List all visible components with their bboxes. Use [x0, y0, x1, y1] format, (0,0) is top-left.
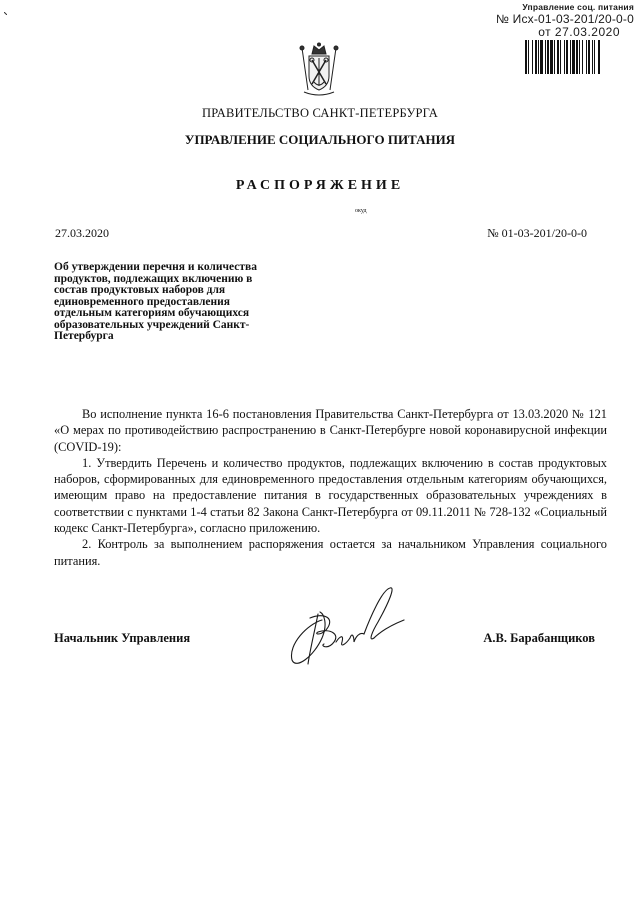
government-title: ПРАВИТЕЛЬСТВО САНКТ-ПЕТЕРБУРГА — [202, 106, 438, 120]
barcode-bar — [554, 40, 555, 74]
barcode-bar — [598, 40, 600, 74]
document-number: № 01-03-201/20-0-0 — [487, 226, 587, 240]
spb-coat-of-arms-icon — [294, 42, 344, 98]
barcode-bar — [550, 40, 553, 74]
barcode-bar — [566, 40, 568, 74]
barcode-bar — [588, 40, 590, 74]
registration-stamp — [478, 2, 634, 38]
barcode-bar — [535, 40, 537, 74]
barcode-bar — [564, 40, 565, 74]
body-paragraph-2: 1. Утвердить Перечень и количество продуктов, подлежащих включению в состав продуктовых наборов, сформированных для единовременного предоставления отдельным категориям обучающихся, имеющим право на предоставление питания в государственных образовательных учреждениях в соответствии с пунктами 1-4 статьи 82 Закона Санкт-Петербурга от 09.11.2011 № 728-132 «Социальный кодекс Санкт-Петербурга», согласно приложению. — [54, 455, 607, 536]
document-date: 27.03.2020 — [55, 226, 109, 240]
barcode-bar — [572, 40, 575, 74]
stamp-outgoing-number: № Исх-01-03-201/20-0-0 — [496, 12, 634, 26]
body-paragraph-3: 2. Контроль за выполнением распоряжения остается за начальником Управления социального питания. — [54, 537, 607, 568]
barcode-bar — [570, 40, 571, 74]
handwritten-signature-icon — [278, 584, 408, 670]
stamp-date: от 27.03.2020 — [538, 25, 620, 39]
barcode-bar — [586, 40, 587, 74]
barcode-bar — [525, 40, 527, 74]
barcode-bar — [592, 40, 593, 74]
barcode-bar — [547, 40, 549, 74]
signer-name: А.В. Барабанщиков — [483, 631, 595, 645]
barcode-bar — [532, 40, 533, 74]
barcode-bar — [540, 40, 543, 74]
barcode-bar — [560, 40, 561, 74]
body-paragraph-1: Во исполнение пункта 16-6 постановления Правительства Санкт-Петербурга от 13.03.2020 № 121 «О мерах по противодействию распространению в Санкт-Петербурге новой коронавирусной инфекции (COVID-19): — [54, 407, 607, 454]
barcode-bar — [545, 40, 546, 74]
scan-artifact — [4, 2, 7, 5]
barcode-bar — [594, 40, 595, 74]
department-title: УПРАВЛЕНИЕ СОЦИАЛЬНОГО ПИТАНИЯ — [184, 132, 456, 147]
barcode-bar — [582, 40, 583, 74]
barcode-bar — [557, 40, 559, 74]
okud-label: окуд — [355, 208, 367, 214]
document-type: РАСПОРЯЖЕНИЕ — [235, 178, 405, 193]
barcode-icon — [524, 40, 630, 74]
stamp-organization: Управление соц. питания — [522, 2, 634, 12]
barcode-bar — [576, 40, 578, 74]
barcode-bar — [528, 40, 529, 74]
document-subject: Об утверждении перечня и количества продуктов, подлежащих включению в состав продуктовых наборов для единовременного предоставления отдельным категориям обучающихся образовательных учреждений Санкт-Петербурга — [54, 261, 257, 342]
signer-title: Начальник Управления — [54, 631, 191, 645]
barcode-bar — [538, 40, 539, 74]
document-body — [54, 406, 607, 569]
barcode-bar — [579, 40, 580, 74]
